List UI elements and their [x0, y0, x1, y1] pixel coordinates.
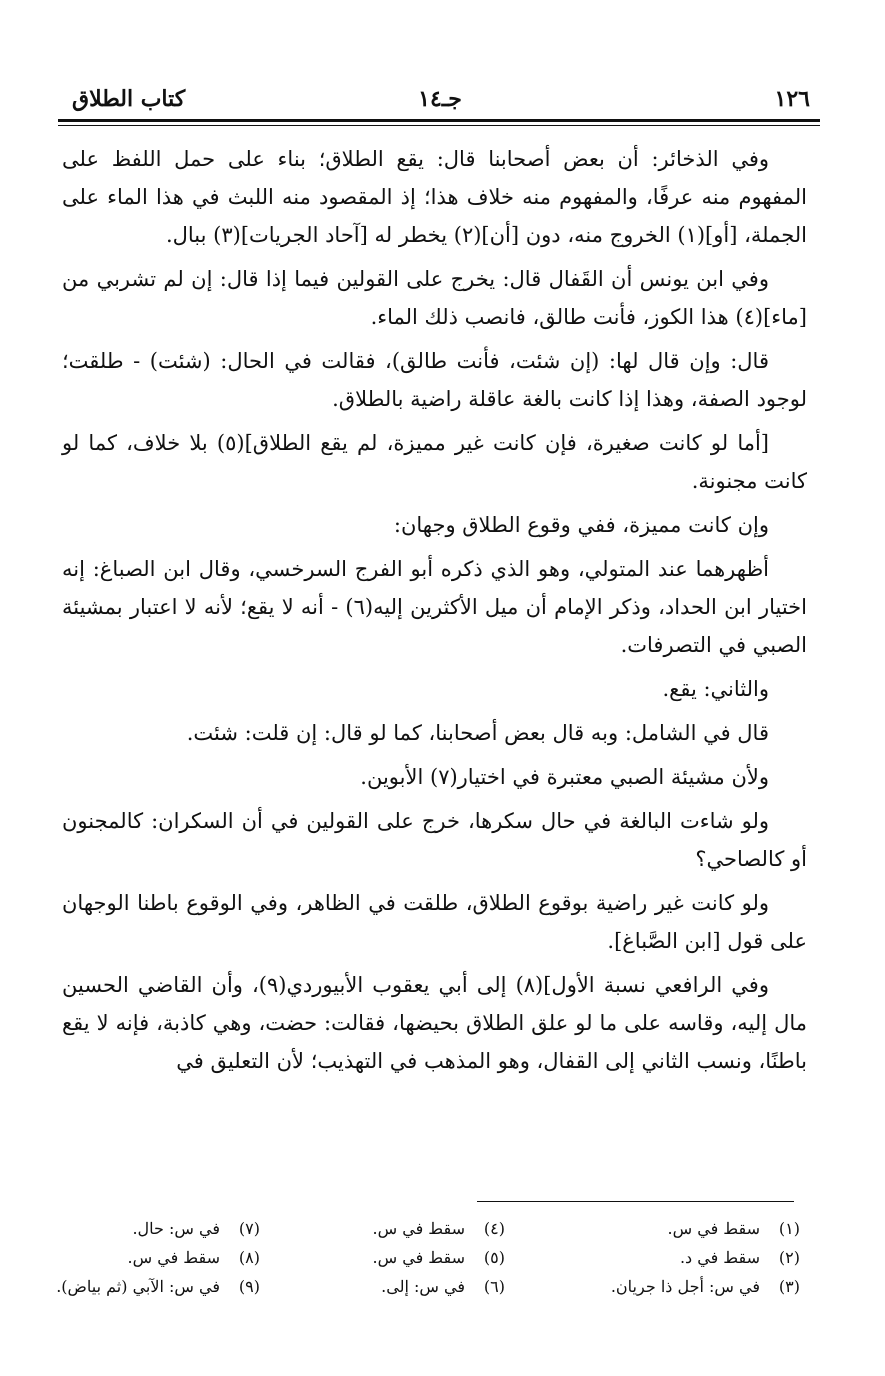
paragraph: وفي الرافعي نسبة الأول](٨) إلى أبي يعقوب الأبيوردي(٩)، وأن القاضي الحسين مال إليه، وقاسه على ما لو علق الطلاق بحيضها، فقالت: حضت، وهي كاذبة، فإنه لا يقع باطنًا، ونسب الثاني إلى القفال، وهو المذهب في التهذيب؛ لأن التعليق في: [62, 973, 807, 1073]
footnote-text: سقط في س.: [372, 1219, 465, 1238]
footnote-text: في س: إلى.: [381, 1277, 465, 1296]
book-title: كتاب الطلاق: [72, 86, 186, 112]
footnote-item: [335, 1214, 505, 1243]
footnote-item: [56, 1272, 260, 1301]
paragraph: ولو كانت غير راضية بوقوع الطلاق، طلقت في الظاهر، وفي الوقوع باطنا الوجهان على قول [ابن الصَّباغ].: [62, 891, 807, 953]
footnote-text: في س: أجل ذا جريان.: [610, 1277, 760, 1296]
main-text: [62, 140, 807, 1086]
paragraph: وفي الذخائر: أن بعض أصحابنا قال: يقع الطلاق؛ بناء على حمل اللفظ على المفهوم منه عرفًا، والمفهوم منه خلاف هذا؛ إذ المقصود منه اللبث في هذا الماء على الجملة، [أو](١) الخروج منه، دون [أن](٢) يخطر له [آحاد الجريات](٣) ببال.: [62, 147, 807, 247]
paragraph: قال في الشامل: وبه قال بعض أصحابنا، كما لو قال: إن قلت: شئت.: [186, 721, 769, 745]
paragraph: ولأن مشيئة الصبي معتبرة في اختيار(٧) الأبوين.: [360, 765, 769, 789]
footnote-column: [335, 1214, 505, 1301]
page-number: ١٢٦: [774, 86, 810, 112]
paragraph: قال: وإن قال لها: (إن شئت، فأنت طالق)، فقالت في الحال: (شئت) - طلقت؛ لوجود الصفة، وهذا إذا كانت بالغة عاقلة راضية بالطلاق.: [62, 349, 807, 411]
footnote-item: [580, 1214, 800, 1243]
footnote-item: [335, 1243, 505, 1272]
footnote-item: [580, 1243, 800, 1272]
header-rule-thin: [58, 125, 820, 126]
footnote-number: (٧): [238, 1219, 260, 1238]
footnote-separator: [477, 1201, 794, 1202]
footnotes: [56, 1214, 800, 1301]
footnote-number: (٥): [483, 1248, 505, 1267]
footnote-number: (٣): [778, 1277, 800, 1296]
footnote-item: [60, 1243, 260, 1272]
footnote-text: سقط في س.: [372, 1248, 465, 1267]
footnote-number: (١): [778, 1219, 800, 1238]
footnote-column: [56, 1214, 260, 1301]
footnote-number: (٤): [483, 1219, 505, 1238]
footnote-text: سقط في س.: [667, 1219, 760, 1238]
footnote-text: سقط في س.: [127, 1248, 220, 1267]
paragraph: والثاني: يقع.: [662, 677, 769, 701]
footnote-item: [335, 1272, 505, 1301]
paragraph: وإن كانت مميزة، ففي وقوع الطلاق وجهان:: [393, 513, 769, 537]
footnote-number: (٩): [238, 1277, 260, 1296]
footnote-item: [60, 1214, 260, 1243]
footnote-text: في س: حال.: [132, 1219, 220, 1238]
paragraph: أظهرهما عند المتولي، وهو الذي ذكره أبو الفرج السرخسي، وقال ابن الصباغ: إنه اختيار ابن الحداد، وذكر الإمام أن ميل الأكثرين إليه(٦) - أنه لا يقع؛ لأنه لا اعتبار بمشيئة الصبي في التصرفات.: [62, 557, 807, 657]
footnote-text: في س: الآبي (ثم بياض).: [56, 1277, 220, 1296]
page-header: [60, 78, 820, 118]
footnote-number: (٨): [238, 1248, 260, 1267]
footnote-number: (٢): [778, 1248, 800, 1267]
paragraph: وفي ابن يونس أن القَفال قال: يخرج على القولين فيما إذا قال: إن لم تشربي من [ماء](٤) هذا الكوز، فأنت طالق، فانصب ذلك الماء.: [62, 267, 807, 329]
footnote-text: سقط في د.: [679, 1248, 760, 1267]
volume-label: جـ١٤: [418, 86, 462, 112]
paragraph: [أما لو كانت صغيرة، فإن كانت غير مميزة، لم يقع الطلاق](٥) بلا خلاف، كما لو كانت مجنونة.: [62, 431, 807, 493]
footnote-item: [580, 1272, 800, 1301]
footnote-number: (٦): [483, 1277, 505, 1296]
header-rule-thick: [58, 119, 820, 122]
footnote-column: [580, 1214, 800, 1301]
paragraph: ولو شاءت البالغة في حال سكرها، خرج على القولين في أن السكران: كالمجنون أو كالصاحي؟: [62, 809, 807, 871]
